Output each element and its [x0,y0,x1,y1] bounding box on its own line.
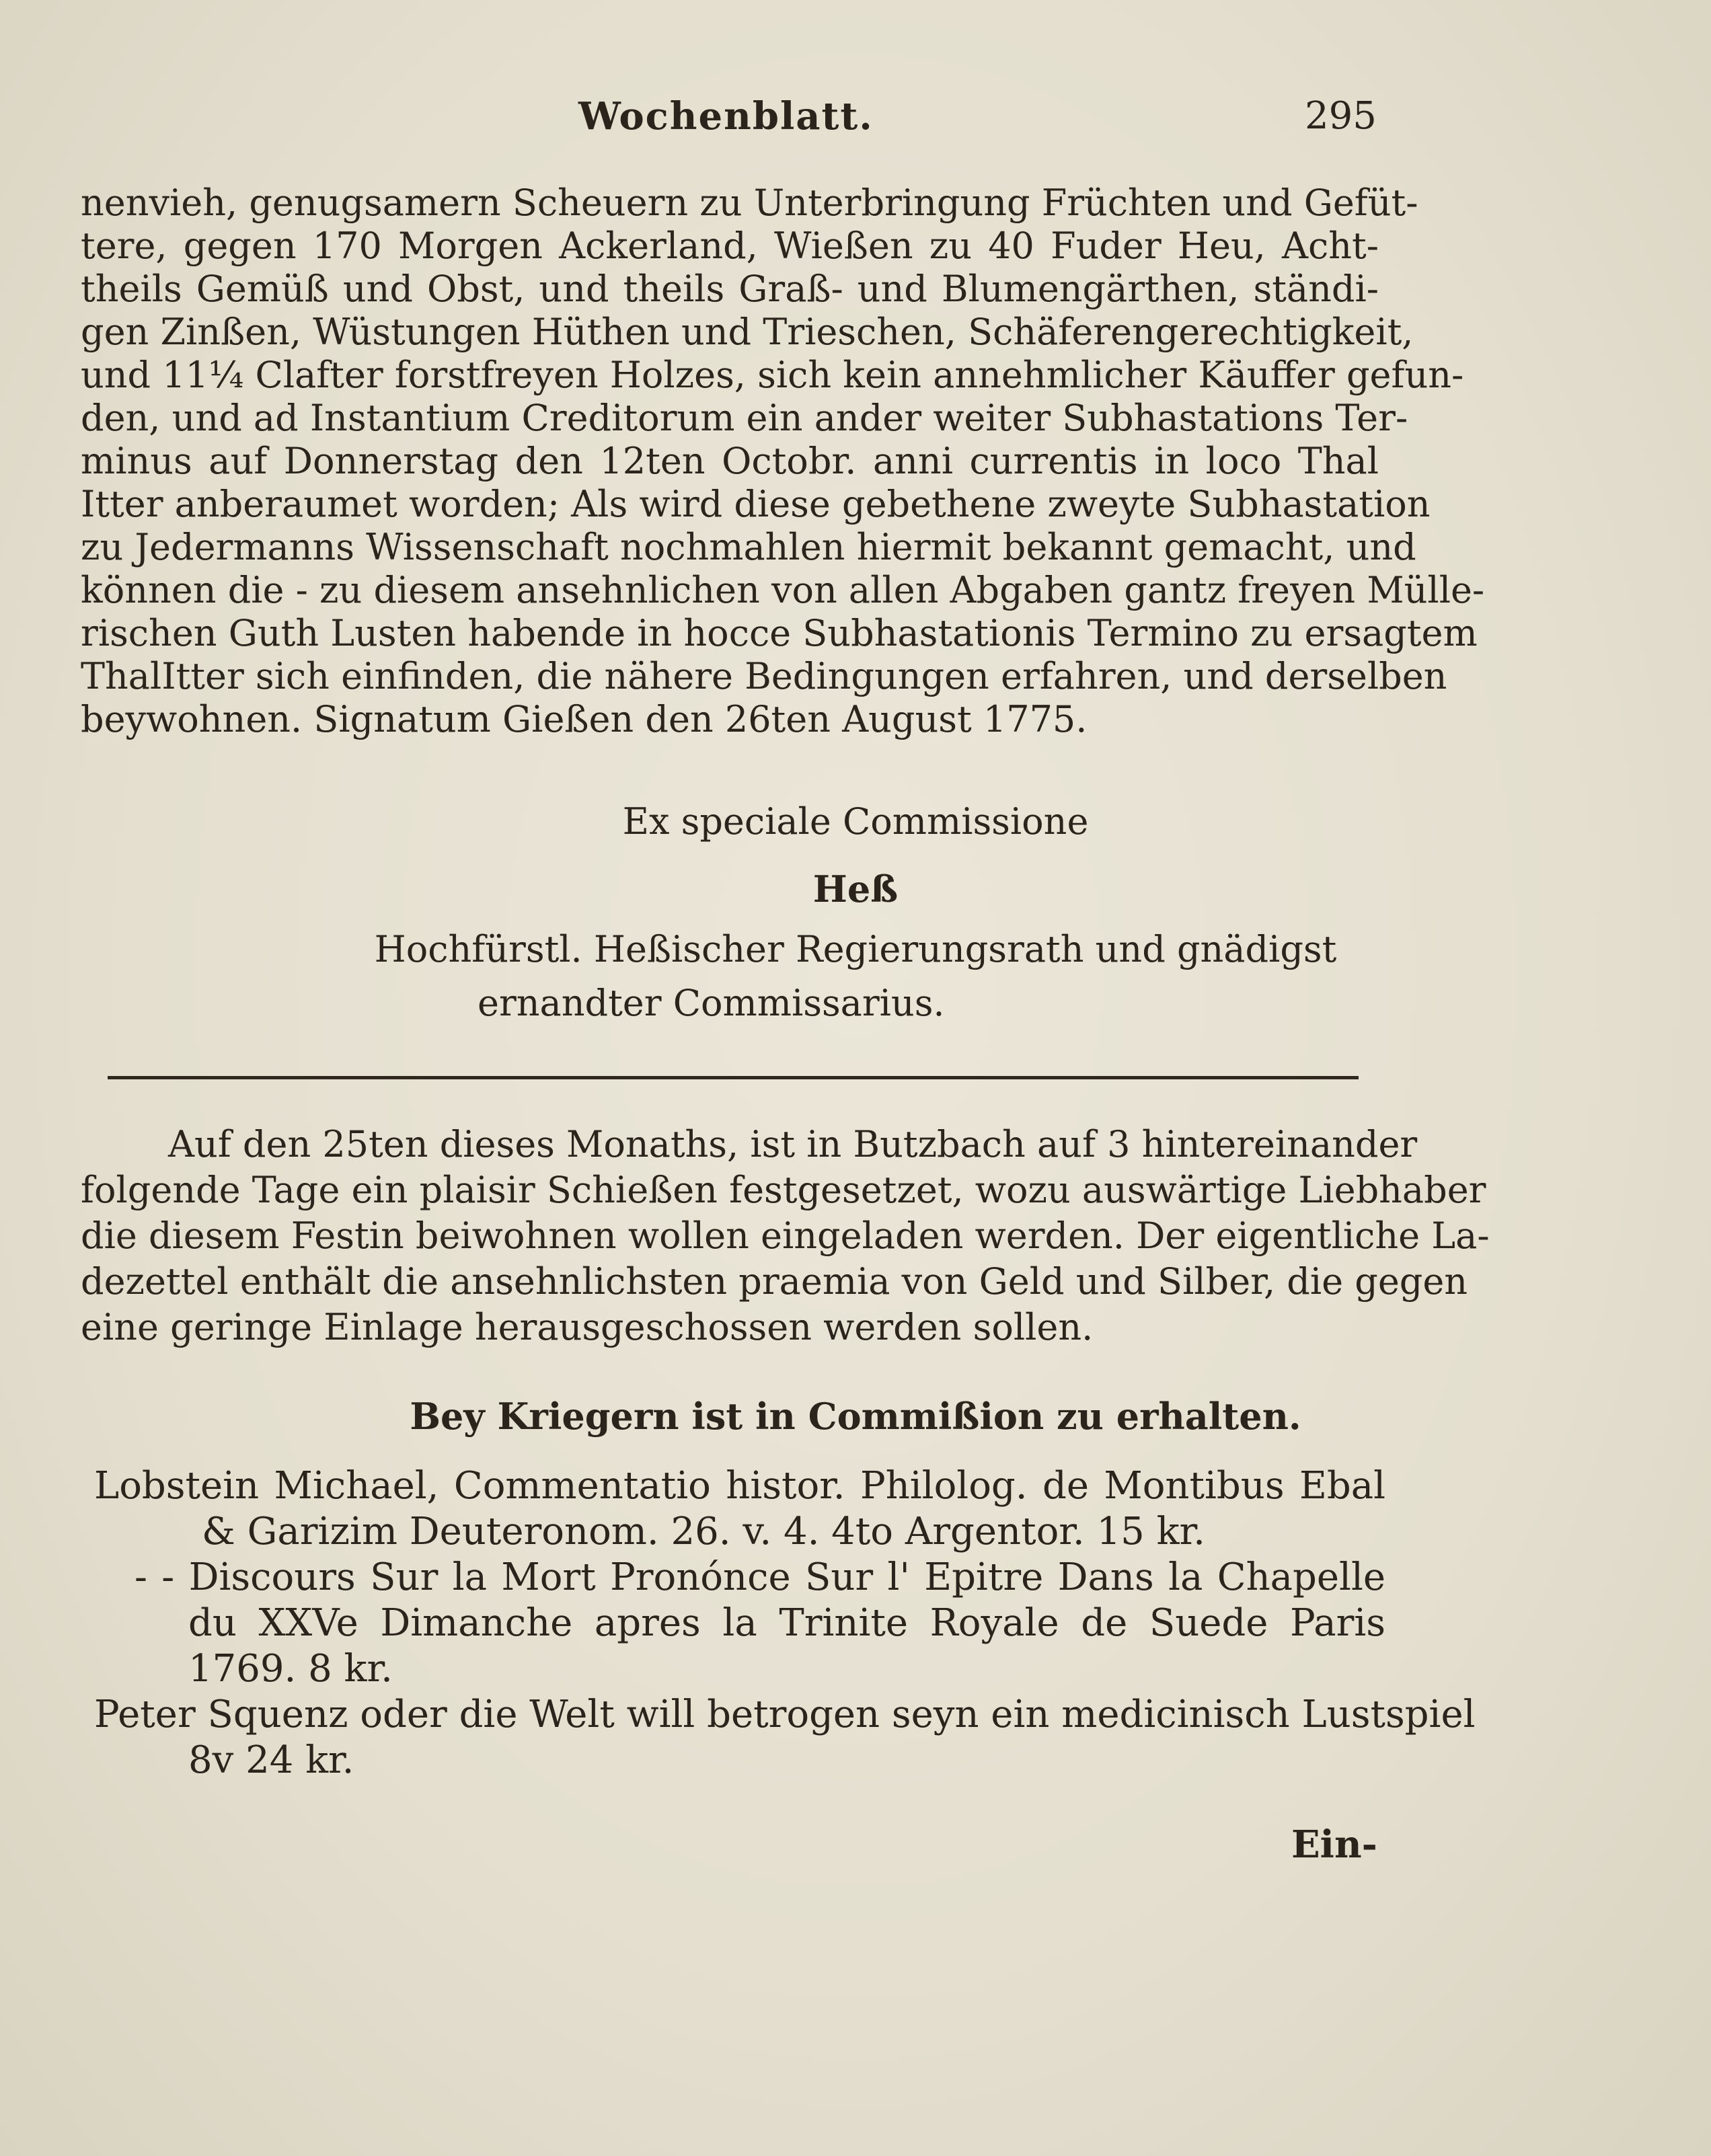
book-entry-line: 1769. 8 kr. [188,1647,393,1691]
text-line: folgende Tage ein plaisir Schießen festgesetzet, wozu auswärtige Liebhaber [81,1169,1486,1211]
text-line: können die - zu diesem ansehnlichen von allen Abgaben gantz freyen Mülle- [81,569,1485,611]
book-entry-line: Peter Squenz oder die Welt will betrogen seyn ein medicinisch Lustspiel [94,1693,1476,1736]
text-line: theils Gemüß und Obst, und theils Graß- und Blumengärthen, ständi- [81,268,1379,310]
text-line: minus auf Donnerstag den 12ten Octobr. anni currentis in loco Thal [81,440,1379,482]
book-entry-line: & Garizim Deuteronom. 26. v. 4. 4to Argentor. 15 kr. [202,1510,1205,1553]
signature-name: Heß [812,868,899,911]
text-line: Auf den 25ten dieses Monaths, ist in Butzbach auf 3 hintereinander [168,1123,1418,1165]
book-entry-line: 8v 24 kr. [188,1738,354,1782]
signature-commission: Ex speciale Commissione [622,800,1089,843]
running-header: Wochenblatt. [578,94,874,139]
text-line: tere, gegen 170 Morgen Ackerland, Wießen zu 40 Fuder Heu, Acht- [81,225,1379,267]
text-line: gen Zinßen, Wüstungen Hüthen und Trieschen, Schäferengerechtigkeit, [81,311,1414,353]
book-entry-line: Lobstein Michael, Commentatio histor. Philolog. de Montibus Ebal [94,1464,1385,1508]
book-entry-line: du XXVe Dimanche apres la Trinite Royale de Suede Paris [188,1601,1385,1645]
text-line: rischen Guth Lusten habende in hocce Subhastationis Termino zu ersagtem [81,612,1478,654]
text-line: nenvieh, genugsamern Scheuern zu Unterbringung Früchten und Gefüt- [81,182,1418,224]
signature-title-line-2: ernandter Commissarius. [478,982,945,1024]
section-heading: Bey Kriegern ist in Commißion zu erhalten. [410,1395,1301,1438]
text-line: Itter anberaumet worden; Als wird diese gebethene zweyte Subhastation [81,483,1431,525]
text-line: dezettel enthält die ansehnlichsten praemia von Geld und Silber, die gegen [81,1260,1468,1303]
catchword: Ein- [1291,1822,1377,1867]
text-line: ThalItter sich einfinden, die nähere Bedingungen erfahren, und derselben [81,655,1447,697]
signature-title-line-1: Hochfürstl. Heßischer Regierungsrath und gnädigst [374,928,1337,970]
page-number: 295 [1305,94,1377,138]
text-line-last: eine geringe Einlage herausgeschossen werden sollen. [81,1306,1094,1348]
text-line: und 11¼ Clafter forstfreyen Holzes, sich kein annehmlicher Käuffer gefun- [81,354,1464,396]
text-line: zu Jedermanns Wissenschaft nochmahlen hiermit bekannt gemacht, und [81,526,1416,568]
section-divider [108,1076,1359,1079]
book-entry-line: - - Discours Sur la Mort Pronónce Sur l' Epitre Dans la Chapelle [135,1555,1385,1599]
text-line-last: beywohnen. Signatum Gießen den 26ten August 1775. [81,698,1088,740]
text-line: den, und ad Instantium Creditorum ein ander weiter Subhastations Ter- [81,397,1408,439]
text-line: die diesem Festin beiwohnen wollen eingeladen werden. Der eigentliche La- [81,1215,1490,1257]
